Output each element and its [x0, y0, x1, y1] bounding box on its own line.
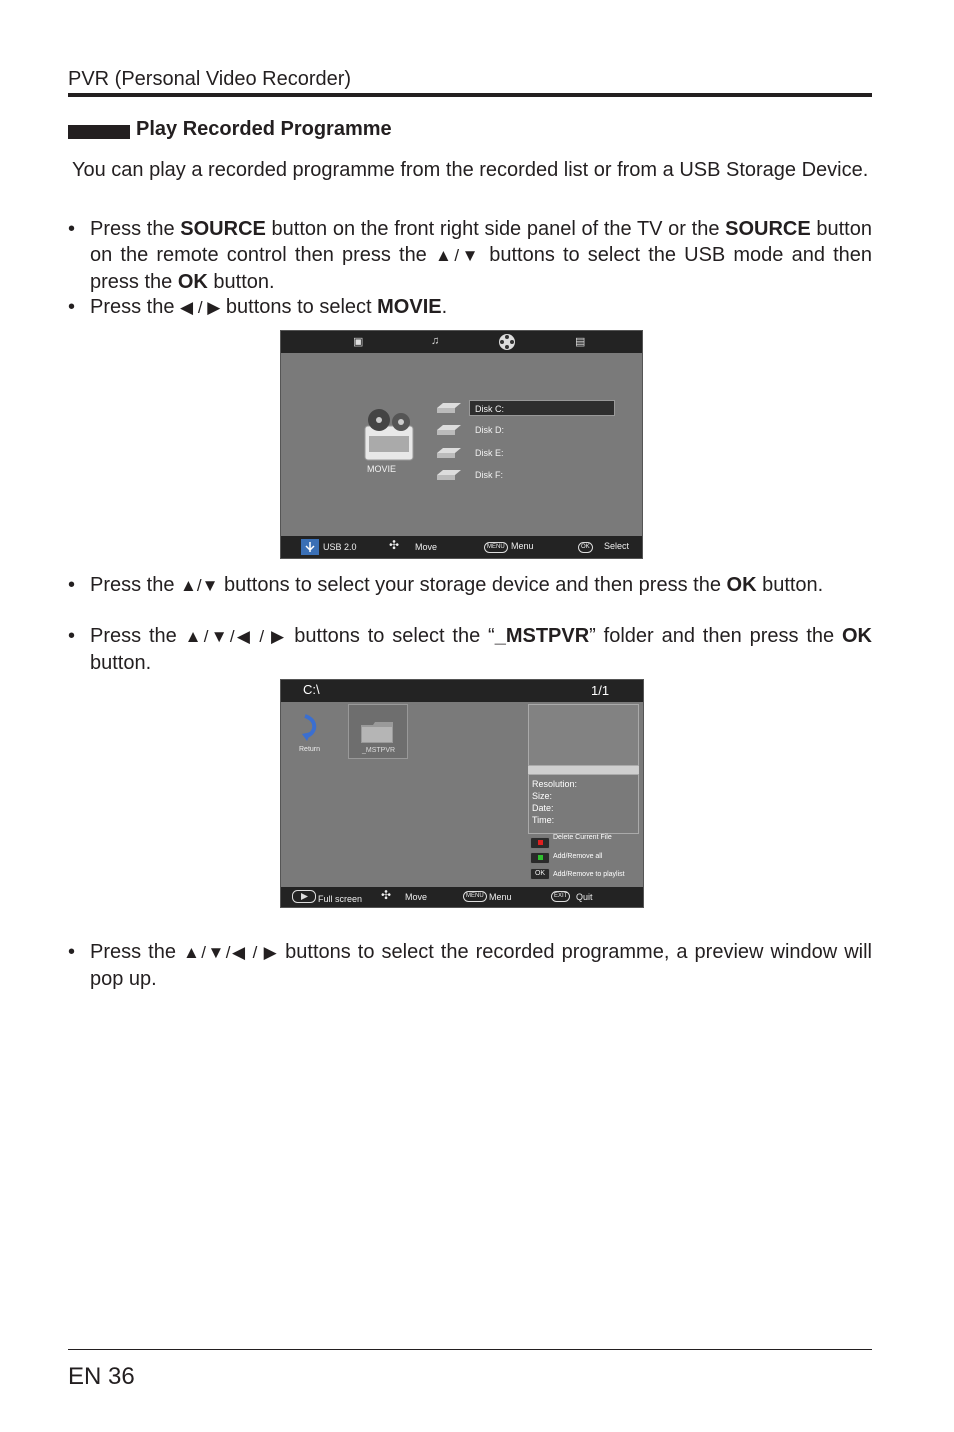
current-path: C:\ [303, 682, 320, 697]
bullet-dot: • [68, 218, 76, 240]
direction-arrows-icon: ▲/▼/◀ / ▶ [184, 627, 287, 646]
size-label: Size: [532, 791, 553, 801]
text-file-icon[interactable]: ▤ [575, 336, 586, 348]
left-right-arrows-icon: ◀ / ▶ [180, 298, 221, 317]
menu-key-icon: MENU [463, 891, 487, 902]
file-browser-screen [280, 679, 644, 908]
return-label: Return [299, 746, 321, 753]
select-label: Select [604, 541, 630, 551]
green-key-icon [530, 852, 550, 864]
move-label: Move [405, 892, 428, 902]
bullet-dot: • [68, 625, 76, 647]
footer-rule [68, 1349, 872, 1350]
up-down-arrows-icon: ▲/▼ [180, 576, 219, 595]
usb-source-screen [280, 330, 643, 559]
media-type-bar [281, 331, 642, 353]
disk-icon [437, 470, 461, 481]
bullet-3-text: Press the ▲/▼ buttons to select your storage device and then press the OK button. [90, 574, 824, 596]
page-number: EN 36 [68, 1363, 135, 1390]
disk-icon [437, 425, 461, 436]
movie-folder-icon [363, 406, 415, 462]
add-remove-playlist[interactable]: Add/Remove to playlist [553, 871, 625, 878]
disk-item-f[interactable]: Disk F: [475, 470, 503, 480]
folder-icon [361, 721, 393, 743]
delete-current-file[interactable]: Delete Current File [553, 834, 612, 841]
disk-icon [437, 448, 461, 459]
photo-icon[interactable]: ▣ [353, 336, 364, 348]
folder-label: _MSTPVR [362, 747, 396, 754]
bullet-dot: • [68, 574, 76, 596]
usb-icon [301, 539, 319, 555]
section-title: Play Recorded Programme [136, 118, 392, 140]
ok-key-icon: OK [530, 868, 550, 880]
info-header-bar [528, 766, 639, 774]
direction-arrows-icon: ▲/▼/◀ / ▶ [182, 943, 279, 962]
bullet-2-text: Press the ◀ / ▶ buttons to select MOVIE. [90, 296, 448, 318]
music-icon[interactable]: ♫ [431, 335, 440, 347]
play-key-icon [292, 890, 316, 903]
move-label: Move [415, 542, 438, 552]
section-bar [68, 125, 130, 139]
browser-title-bar [281, 680, 643, 702]
header-rule [68, 93, 872, 97]
movie-reel-icon[interactable] [497, 332, 517, 355]
quit-label: Quit [576, 892, 593, 902]
menu-label: Menu [511, 541, 534, 551]
page-header: PVR (Personal Video Recorder) [68, 68, 352, 90]
disk-item-d[interactable]: Disk D: [475, 425, 504, 435]
menu-label: Menu [489, 892, 512, 902]
bullet-5 [68, 939, 872, 992]
intro-paragraph: You can play a recorded programme from the recorded list or from a USB Storage Device. [72, 159, 869, 181]
move-arrows-icon: ✣ [381, 888, 392, 902]
red-key-icon [530, 837, 550, 849]
bullet-4 [68, 623, 872, 676]
bullet-dot: • [68, 941, 76, 963]
disk-item-c[interactable]: Disk C: [475, 404, 504, 414]
move-arrows-icon: ✣ [389, 538, 400, 552]
time-label: Time: [532, 815, 555, 825]
bullet-5-text: Press the ▲/▼/◀ / ▶ buttons to select the recorded programme, a preview window will pop up. [90, 941, 872, 990]
hint-bar [281, 887, 643, 907]
disk-icon [437, 403, 461, 414]
bullet-dot: • [68, 296, 76, 318]
up-down-arrows-icon: ▲/▼ [434, 246, 482, 265]
bullet-1 [68, 216, 872, 295]
ok-key-icon: OK [578, 542, 593, 553]
bullet-2 [68, 294, 872, 321]
fullscreen-label: Full screen [318, 894, 363, 904]
bullet-3 [68, 572, 872, 599]
date-label: Date: [532, 803, 554, 813]
preview-window [528, 704, 639, 766]
bullet-4-text: Press the ▲/▼/◀ / ▶ buttons to select the “_MSTPVR” folder and then press the OK button. [90, 625, 872, 674]
file-info-panel [528, 774, 639, 834]
add-remove-all[interactable]: Add/Remove all [553, 853, 603, 860]
menu-key-icon: MENU [484, 542, 508, 553]
section-heading [68, 118, 392, 141]
mstpvr-folder[interactable] [348, 704, 408, 759]
return-arrow-icon[interactable] [299, 714, 321, 742]
movie-label: MOVIE [367, 464, 397, 474]
page-indicator: 1/1 [591, 683, 610, 698]
hint-bar [281, 536, 642, 558]
usb-label: USB 2.0 [323, 542, 357, 552]
exit-key-icon: EXIT [551, 891, 570, 902]
resolution-label: Resolution: [532, 779, 578, 789]
disk-item-e[interactable]: Disk E: [475, 448, 504, 458]
bullet-1-text: Press the SOURCE button on the front right side panel of the TV or the SOURCE button on the remote control then press the ▲/▼ buttons to select the USB mode and then press the OK button. [90, 218, 873, 293]
